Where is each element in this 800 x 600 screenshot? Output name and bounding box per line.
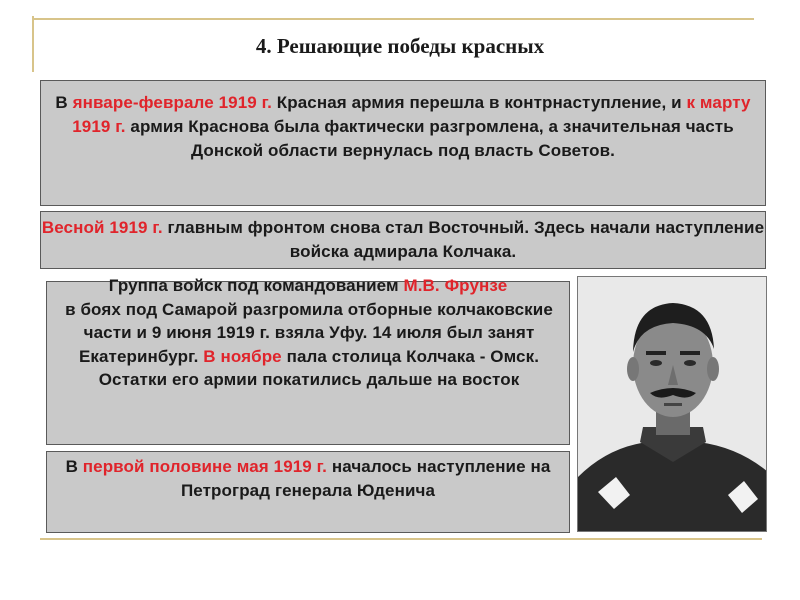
portrait-illustration [578, 277, 767, 532]
text-box-spring-1919 [40, 211, 766, 269]
box-head [47, 274, 569, 298]
text: Группа войск под командованием [108, 276, 404, 295]
highlight-date: январе-феврале 1919 г. [72, 93, 272, 112]
highlight-date: Весной 1919 г. [41, 218, 163, 237]
text: армия Краснова была фактически разгромлена, а значительная часть Донской области вернулась под власть Советов. [125, 117, 734, 160]
portrait-photo [577, 276, 767, 532]
text: в боях под Самарой разгромила отборные колчаковские части и 9 июня 1919 г. взяла Уфу. 14 июля был занят Екатеринбург. [65, 299, 553, 366]
text-box-winter-1919 [40, 80, 766, 206]
text: главным фронтом снова стал Восточный. Здесь начали наступление войска адмирала Колчака. [162, 218, 765, 261]
decor-bottom-line [40, 538, 762, 540]
text: В [65, 457, 83, 476]
slide-title: 4. Решающие победы красных [255, 34, 545, 58]
text-box-yudenich [46, 451, 570, 533]
box-body [44, 298, 574, 392]
text-box-frunze [46, 276, 570, 445]
decor-top-line [32, 18, 754, 20]
highlight-name: М.В. Фрунзе [403, 276, 508, 295]
text: началось наступление на Петроград генерала Юденича [180, 457, 551, 500]
highlight-date: первой половине мая 1919 г. [82, 457, 327, 476]
text: Красная армия перешла в контрнаступление, и [271, 93, 687, 112]
highlight-date: к марту 1919 г. [72, 93, 751, 136]
highlight-date: В ноябре [203, 346, 282, 366]
text: В [55, 93, 73, 112]
text: пала столица Колчака - Омск. Остатки его армии покатились дальше на восток [98, 346, 540, 389]
